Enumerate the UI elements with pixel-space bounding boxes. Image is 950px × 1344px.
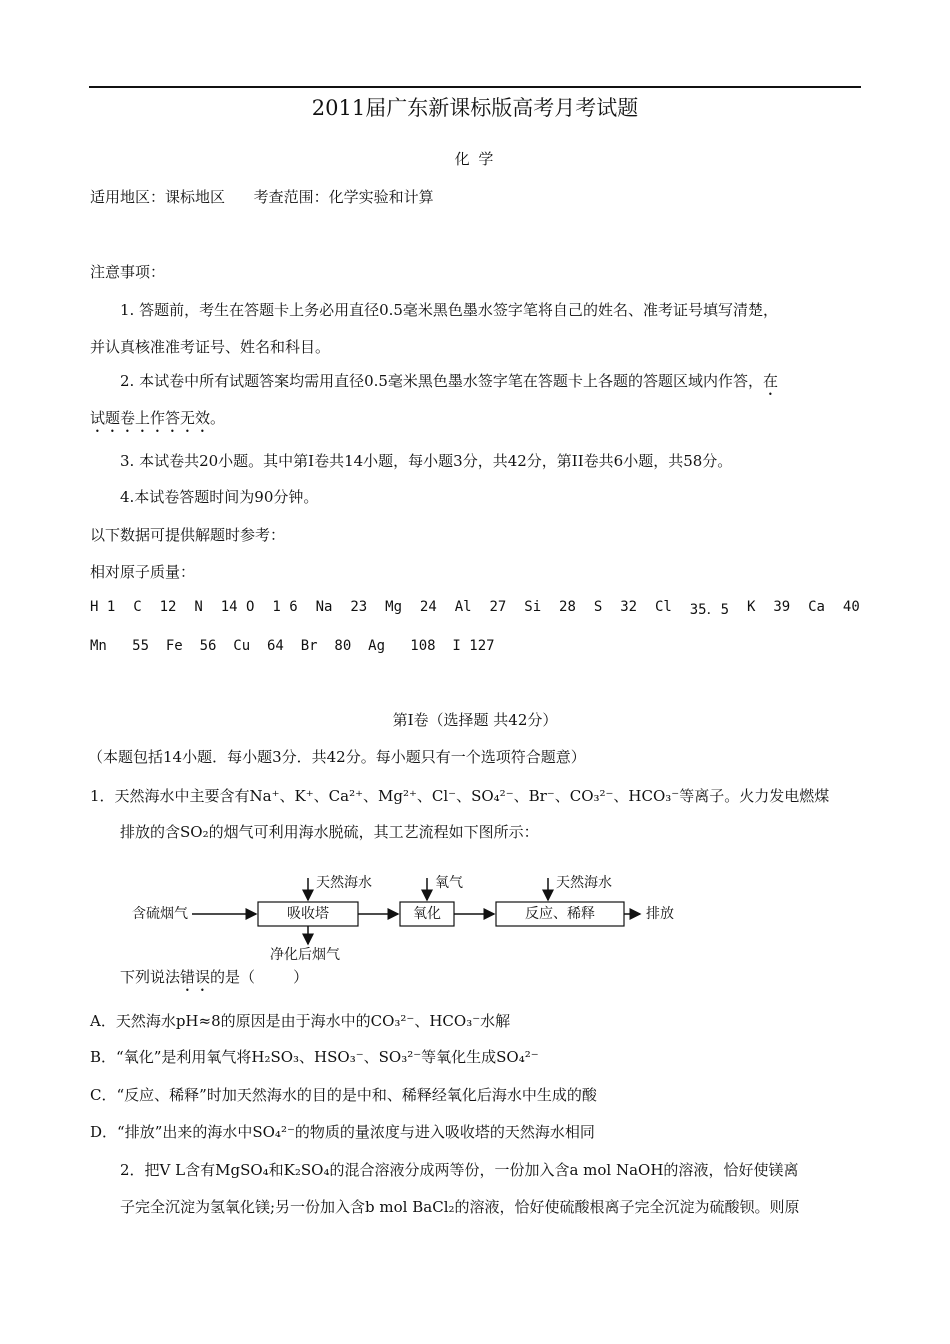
notice-item-1a: 1. 答题前，考生在答题卡上务必用直径0.5毫米黑色墨水签字笔将自己的姓名、准考证号填写清楚， bbox=[120, 301, 778, 319]
flow-output-label: 排放 bbox=[646, 906, 674, 922]
notice-item-3: 3. 本试卷共20小题。其中第I卷共14小题，每小题3分，共42分，第II卷共6小题，共58分。 bbox=[120, 452, 733, 470]
atomic-mass-cell: S bbox=[593, 599, 603, 615]
section-title: 第I卷（选择题 共42分） bbox=[392, 711, 558, 729]
atomic-mass-cell: 14 O bbox=[220, 599, 255, 615]
notice-item-2a bbox=[120, 371, 778, 399]
flow-box-absorber-input: 天然海水 bbox=[316, 875, 372, 891]
option-d: D．“排放”出来的海水中SO₄²⁻的物质的量浓度与进入吸收塔的天然海水相同 bbox=[90, 1123, 595, 1141]
atomic-mass-cell: 1 6 bbox=[272, 599, 298, 615]
flow-box-oxidation: 氧化 bbox=[413, 906, 441, 922]
atomic-mass-cell: N bbox=[194, 599, 203, 615]
atomic-mass-cell: 40 bbox=[842, 599, 860, 615]
atomic-mass-cell: 27 bbox=[489, 599, 507, 615]
question-1-text-a: 1．天然海水中主要含有Na⁺、K⁺、Ca²⁺、Mg²⁺、Cl⁻、SO₄²⁻、Br⁻、CO₃²⁻、HCO₃⁻等离子。火力发电燃煤 bbox=[90, 787, 830, 805]
notice-item-1b: 并认真核准准考证号、姓名和科目。 bbox=[90, 338, 331, 356]
option-c: C．“反应、稀释”时加天然海水的目的是中和、稀释经氧化后海水中生成的酸 bbox=[90, 1086, 597, 1104]
atomic-mass-cell: K bbox=[746, 599, 756, 615]
atomic-mass-cell: 24 bbox=[419, 599, 437, 615]
atomic-mass-cell: 28 bbox=[559, 599, 576, 615]
scope-line: 适用地区：课标地区 考查范围：化学实验和计算 bbox=[90, 188, 434, 206]
atomic-mass-cell: 12 bbox=[159, 599, 177, 615]
exam-title: 2011届广东新课标版高考月考试题 bbox=[311, 96, 639, 120]
atomic-mass-cell: Ca bbox=[808, 599, 825, 615]
flow-box-reaction: 反应、稀释 bbox=[525, 906, 595, 922]
question-1-text-b: 排放的含SO₂的烟气可利用海水脱硫，其工艺流程如下图所示： bbox=[120, 823, 539, 841]
subject-label: 化 学 bbox=[454, 150, 496, 168]
notice-item-4: 4.本试卷答题时间为90分钟。 bbox=[120, 488, 319, 506]
notice-item-2b-emphasis: 试题卷上作答无效 bbox=[90, 409, 211, 427]
top-rule bbox=[89, 86, 861, 88]
question-1-prompt-pre: 下列说法 bbox=[120, 968, 181, 986]
atomic-mass-cell: H 1 bbox=[90, 599, 116, 615]
atomic-mass-cell: Si bbox=[524, 599, 542, 615]
atomic-mass-cell: 35．5 bbox=[689, 602, 730, 618]
atomic-mass-cell: 23 bbox=[350, 599, 368, 615]
reference-label: 相对原子质量： bbox=[90, 563, 196, 581]
atomic-mass-cell: Mg bbox=[385, 599, 402, 615]
question-1-prompt-post: 的是（ ） bbox=[210, 968, 309, 986]
notice-item-2a-text: 2. 本试卷中所有试题答案均需用直径0.5毫米黑色墨水签字笔在答题卡上各题的答题区域内作答， bbox=[120, 372, 763, 390]
notice-item-2b-text: 。 bbox=[210, 409, 226, 427]
notice-heading: 注意事项： bbox=[90, 263, 166, 281]
process-flow-diagram bbox=[128, 872, 688, 972]
atomic-mass-cell: 32 bbox=[620, 599, 638, 615]
section-description: （本题包括14小题．每小题3分．共42分。每小题只有一个选项符合题意） bbox=[88, 748, 586, 766]
atomic-mass-row-2: Mn 55 Fe 56 Cu 64 Br 80 Ag 108 I 127 bbox=[90, 638, 495, 654]
option-b: B．“氧化”是利用氧气将H₂SO₃、HSO₃⁻、SO₃²⁻等氧化生成SO₄²⁻ bbox=[90, 1048, 539, 1066]
atomic-mass-cell: C bbox=[133, 599, 142, 615]
flow-box-oxidation-input: 氧气 bbox=[435, 875, 463, 891]
flow-box-reaction-input: 天然海水 bbox=[556, 875, 612, 891]
atomic-mass-cell: Na bbox=[315, 599, 333, 615]
question-1-prompt bbox=[120, 967, 308, 995]
reference-intro: 以下数据可提供解题时参考： bbox=[90, 526, 286, 544]
flow-input-label: 含硫烟气 bbox=[132, 906, 188, 922]
notice-item-2b bbox=[90, 408, 225, 436]
question-1-prompt-emphasis: 错误 bbox=[180, 968, 211, 986]
atomic-mass-cell: 39 bbox=[773, 599, 791, 615]
question-2-text-a: 2．把V L含有MgSO₄和K₂SO₄的混合溶液分成两等份，一份加入含a mol NaOH的溶液，恰好使镁离 bbox=[120, 1161, 799, 1179]
flow-box-absorber-output: 净化后烟气 bbox=[270, 947, 340, 963]
atomic-mass-cell: Al bbox=[454, 599, 472, 615]
question-2-text-b: 子完全沉淀为氢氧化镁;另一份加入含b mol BaCl₂的溶液，恰好使硫酸根离子完全沉淀为硫酸钡。则原 bbox=[120, 1198, 800, 1216]
notice-item-2a-emphasis: 在 bbox=[762, 372, 778, 390]
atomic-mass-row-1 bbox=[90, 599, 860, 619]
flow-box-absorber: 吸收塔 bbox=[287, 906, 329, 922]
option-a: A．天然海水pH≈8的原因是由于海水中的CO₃²⁻、HCO₃⁻水解 bbox=[90, 1012, 511, 1030]
atomic-mass-cell: Cl bbox=[654, 599, 672, 615]
